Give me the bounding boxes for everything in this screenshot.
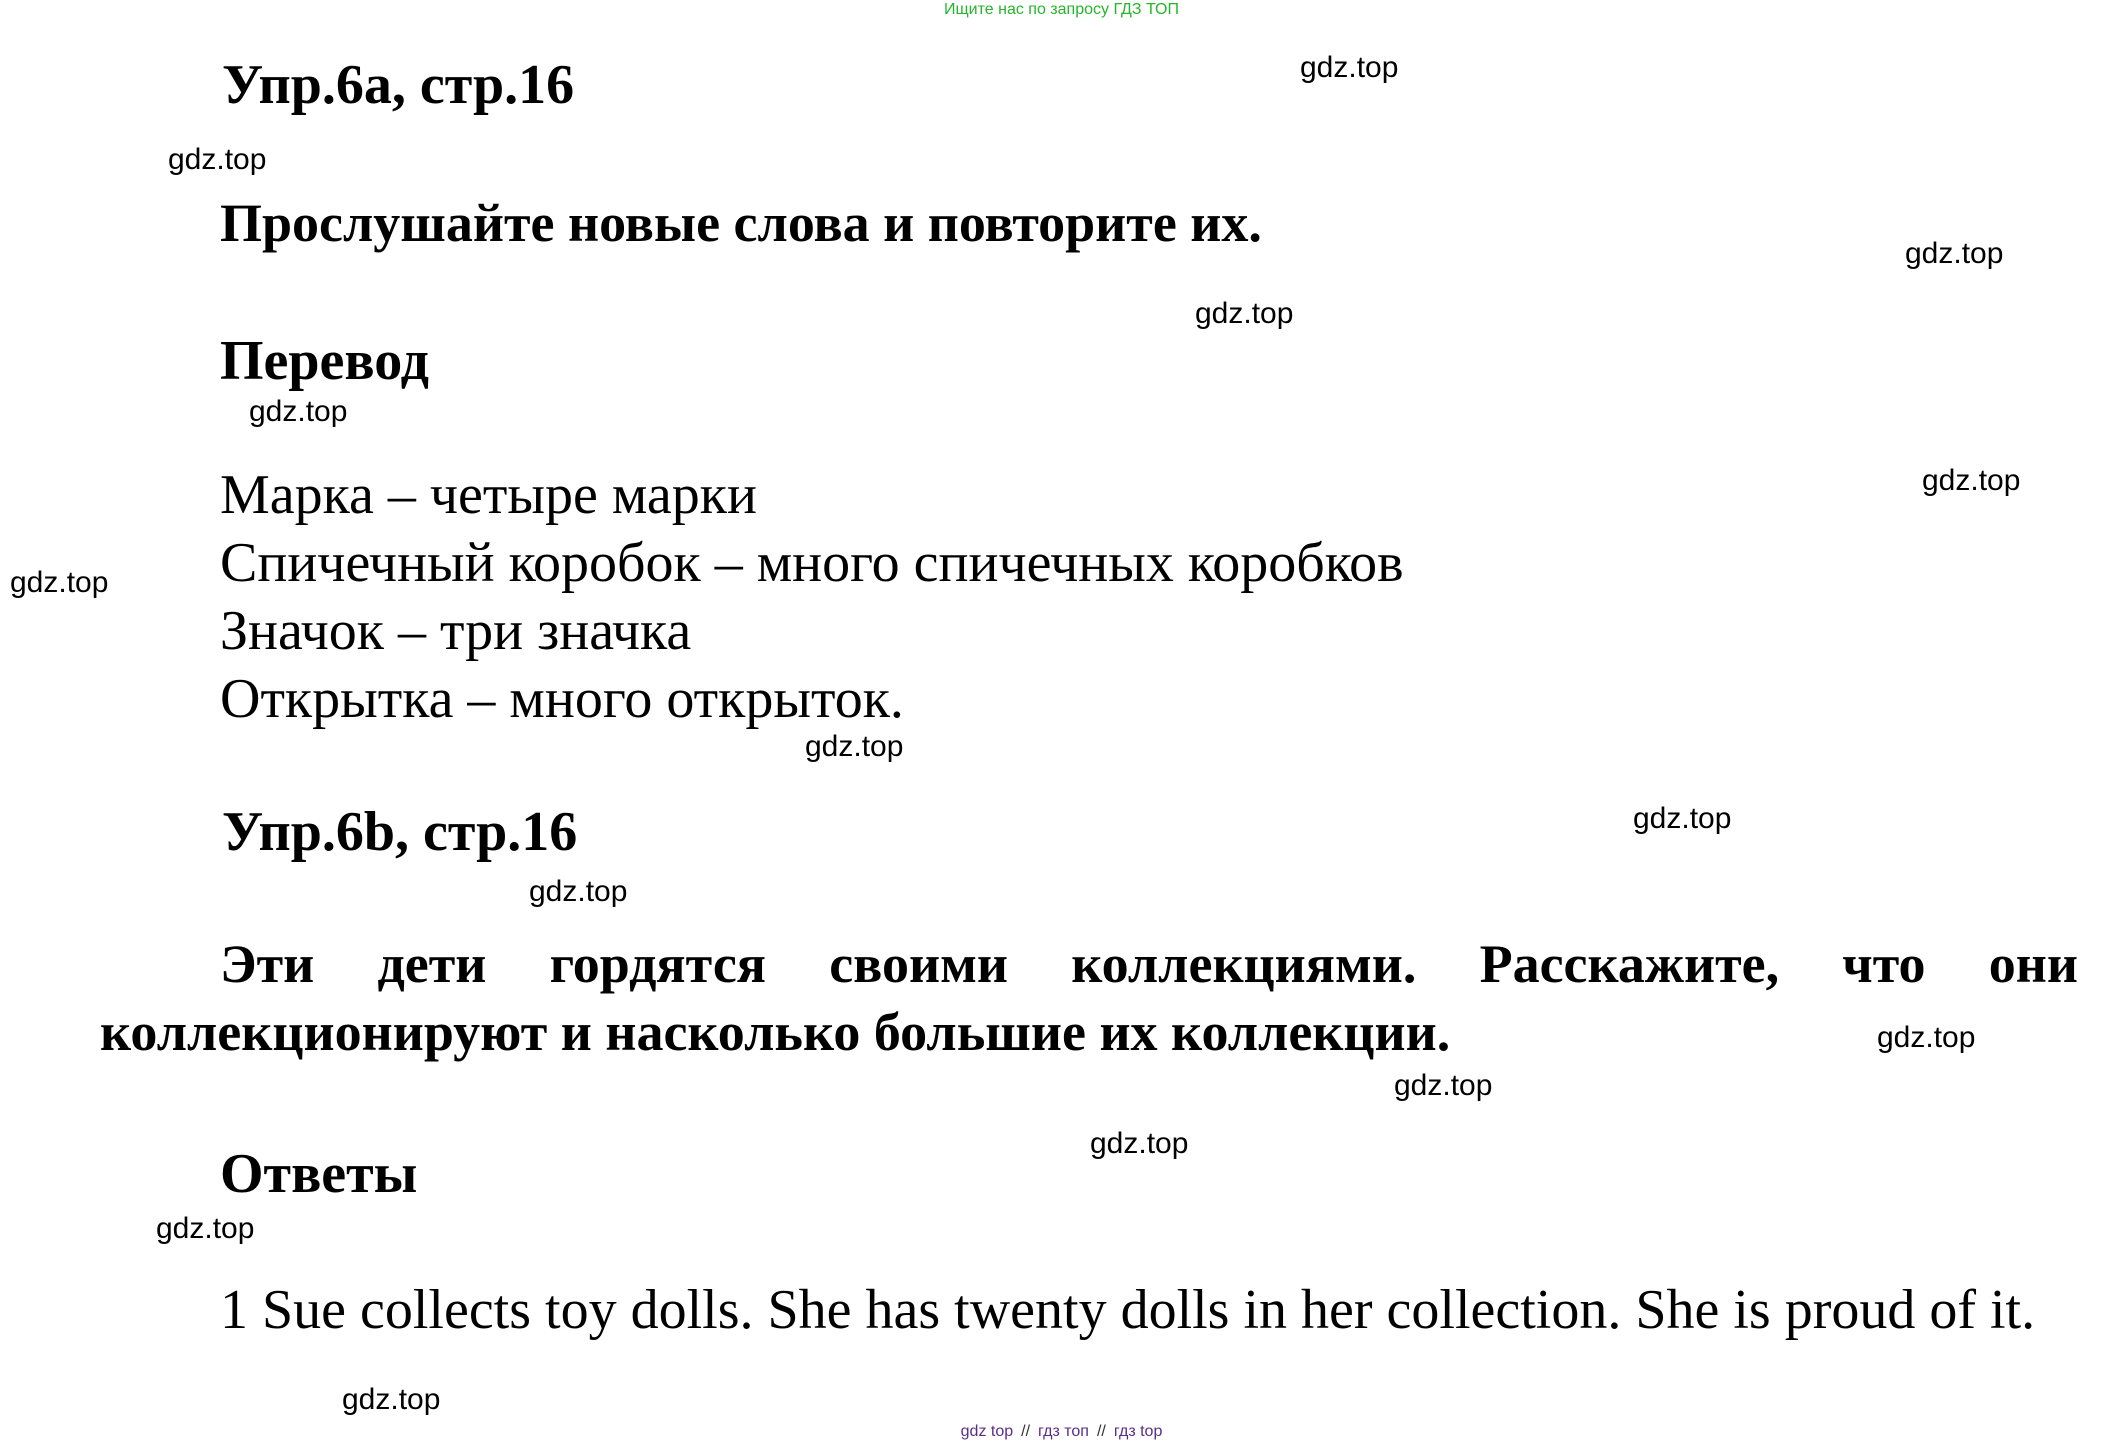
footer-item: gdz top (960, 1423, 1014, 1440)
watermark: gdz.top (1922, 464, 2021, 497)
watermark: gdz.top (168, 143, 267, 176)
exercise-6b-heading: Упр.6b, стр.16 (222, 801, 578, 863)
watermark: gdz.top (1877, 1021, 1976, 1054)
top-banner: Ищите нас по запросу ГДЗ ТОП (944, 1, 1179, 18)
footer-separator: // (1021, 1423, 1031, 1440)
answers-subheading: Ответы (220, 1143, 418, 1205)
watermark: gdz.top (156, 1212, 255, 1245)
watermark: gdz.top (1090, 1127, 1189, 1160)
watermark: gdz.top (1905, 237, 2004, 270)
footer (0, 1423, 2123, 1441)
watermark: gdz.top (1195, 297, 1294, 330)
watermark: gdz.top (10, 566, 109, 599)
watermark: gdz.top (805, 730, 904, 763)
footer-separator: // (1096, 1423, 1106, 1440)
translation-line: Открытка – много открыток. (220, 668, 904, 730)
footer-item: гдз top (1113, 1423, 1163, 1440)
translation-line: Спичечный коробок – много спичечных коробков (220, 532, 1404, 594)
exercise-6a-heading: Упр.6а, стр.16 (222, 54, 575, 116)
exercise-6a-task: Прослушайте новые слова и повторите их. (220, 193, 1262, 253)
watermark: gdz.top (1300, 51, 1399, 84)
exercise-6b-task: Эти дети гордятся своими коллекциями. Расскажите, что они коллекционируют и насколько большие их коллекции. (100, 934, 2078, 1062)
watermark: gdz.top (529, 875, 628, 908)
watermark: gdz.top (249, 395, 348, 428)
answer-paragraph: 1 Sue collects toy dolls. She has twenty dolls in her collection. She is proud of it. (220, 1279, 2036, 1341)
translation-line: Марка – четыре марки (220, 464, 757, 526)
footer-item: гдз топ (1038, 1423, 1089, 1440)
watermark: gdz.top (1633, 802, 1732, 835)
translation-line: Значок – три значка (220, 600, 692, 662)
watermark: gdz.top (342, 1383, 441, 1416)
translation-subheading: Перевод (220, 330, 429, 392)
watermark: gdz.top (1394, 1069, 1493, 1102)
